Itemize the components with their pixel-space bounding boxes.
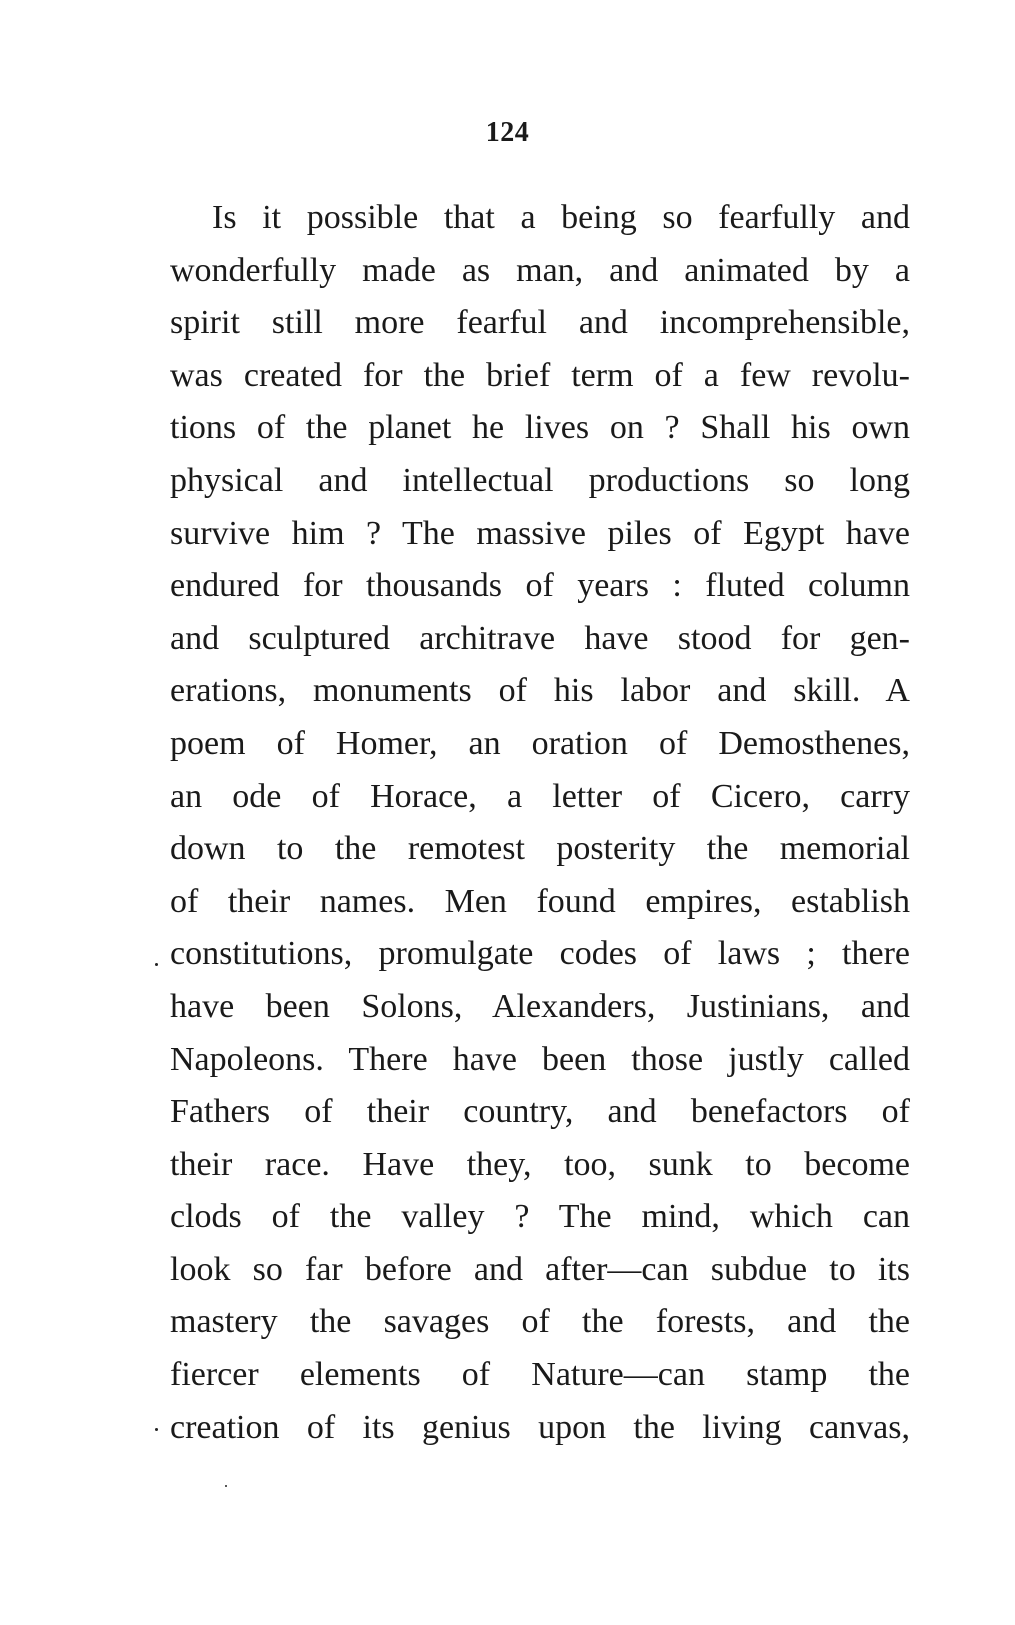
text-line: constitutions, promulgate codes of laws ; there [170, 935, 910, 973]
page-number: 124 [485, 117, 530, 148]
text-line: Fathers of their country, and benefactors of [170, 1093, 910, 1131]
text-line: and sculptured architrave have stood for gen- [170, 619, 910, 657]
text-line: erations, monuments of his labor and skill. A [170, 672, 910, 710]
text-line: Napoleons. There have been those justly called [170, 1040, 910, 1078]
text-line: their race. Have they, too, sunk to become [170, 1145, 910, 1183]
text-line: fiercer elements of Nature—can stamp the [170, 1356, 910, 1394]
text-line: tions of the planet he lives on ? Shall his own [170, 409, 910, 447]
text-line: look so far before and after—can subdue to its [170, 1250, 910, 1288]
text-line: an ode of Horace, a letter of Cicero, carry [170, 777, 910, 815]
text-line: spirit still more fearful and incomprehensible, [170, 304, 910, 342]
ink-speck [155, 1428, 158, 1431]
text-line: poem of Homer, an oration of Demosthenes, [170, 724, 910, 762]
text-line: creation of its genius upon the living canvas, [170, 1408, 910, 1446]
ink-speck [225, 1485, 227, 1487]
text-line: physical and intellectual productions so long [170, 461, 910, 499]
text-line: down to the remotest posterity the memorial [170, 830, 910, 868]
text-line: clods of the valley ? The mind, which can [170, 1198, 910, 1236]
text-line: wonderfully made as man, and animated by a [170, 251, 910, 289]
text-line: endured for thousands of years : fluted column [170, 567, 910, 605]
text-line: have been Solons, Alexanders, Justinians, and [170, 987, 910, 1025]
body-text [170, 192, 910, 1454]
text-line: Is it possible that a being so fearfully and [212, 199, 910, 236]
text-line: mastery the savages of the forests, and the [170, 1303, 910, 1341]
text-line: survive him ? The massive piles of Egypt have [170, 514, 910, 552]
ink-speck [155, 963, 158, 966]
text-line: of their names. Men found empires, establish [170, 882, 910, 920]
text-line: was created for the brief term of a few revolu- [170, 356, 910, 394]
